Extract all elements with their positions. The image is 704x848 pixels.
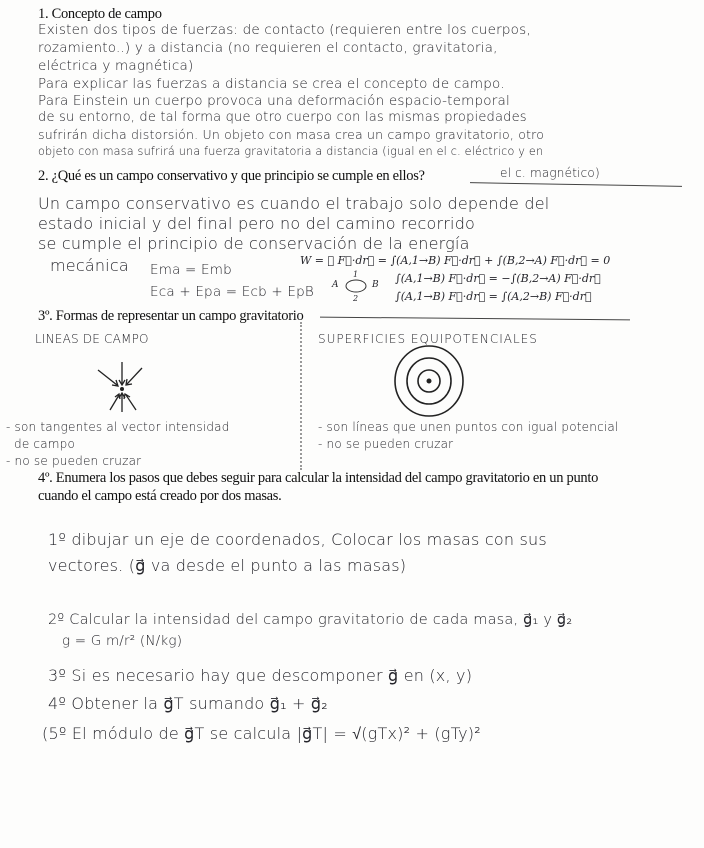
answer2-line: se cumple el principio de conservación de la energía	[38, 234, 470, 253]
step-line: 4º Obtener la g⃗T sumando g⃗₁ + g⃗₂	[48, 694, 328, 713]
field-lines-point: - no se pueden cruzar	[6, 454, 142, 468]
work-formula: W = ∮ F⃗·dr⃗ = ∫(A,1→B) F⃗·dr⃗ + ∫(B,2→A) F⃗·dr⃗ = 0	[300, 254, 611, 267]
answer1-line: rozamiento..) y a distancia (no requieren el contacto, gravitatoria,	[38, 40, 498, 56]
field-lines-arrows-icon	[90, 360, 160, 420]
energy-equation: Eca + Epa = Ecb + EpB	[150, 284, 314, 300]
closed-path-diagram-icon	[338, 276, 374, 296]
answer1-line: el c. magnético)	[500, 166, 600, 180]
step-line: 1º dibujar un eje de coordenados, Colocar los masas con sus	[48, 530, 547, 549]
section3-title: 3º. Formas de representar un campo gravitatorio	[38, 308, 304, 324]
equipotential-heading: SUPERFICIES EQUIPOTENCIALES	[318, 332, 538, 346]
path-label: 2	[353, 294, 359, 303]
answer2-line: Un campo conservativo es cuando el trabajo solo depende del	[38, 194, 550, 213]
field-lines-point: de campo	[14, 437, 76, 451]
answer1-line: sufrirán dicha distorsión. Un objeto con masa crea un campo gravitatorio, otro	[38, 127, 545, 142]
answer2-line: estado inicial y del final pero no del camino recorrido	[38, 214, 476, 233]
section4-title: cuando el campo está creado por dos masas.	[38, 488, 282, 504]
work-formula: ∫(A,1→B) F⃗·dr⃗ = ∫(A,2→B) F⃗·dr⃗	[395, 290, 592, 303]
work-formula: ∫(A,1→B) F⃗·dr⃗ = −∫(B,2→A) F⃗·dr⃗	[395, 272, 601, 285]
column-divider	[300, 322, 302, 470]
answer1-line: de su entorno, de tal forma que otro cuerpo con las mismas propiedades	[38, 110, 527, 125]
step-line: vectores. (g⃗ va desde el punto a las masas)	[48, 556, 407, 575]
answer1-line: Para explicar las fuerzas a distancia se crea el concepto de campo.	[38, 76, 505, 92]
step-line: 3º Si es necesario hay que descomponer g⃗ en (x, y)	[48, 666, 473, 685]
equipotential-circles-icon	[385, 342, 475, 418]
field-lines-heading: LINEAS DE CAMPO	[35, 332, 149, 346]
answer1-line: Existen dos tipos de fuerzas: de contacto (requieren entre los cuerpos,	[38, 22, 531, 38]
equipotential-point: - son líneas que unen puntos con igual potencial	[318, 420, 619, 434]
divider	[470, 182, 682, 187]
field-lines-point: - son tangentes al vector intensidad	[6, 420, 230, 434]
step-line: g = G m/r² (N/kg)	[62, 633, 183, 649]
section4-title: 4º. Enumera los pasos que debes seguir para calcular la intensidad del campo gravitatorio en un punto	[38, 470, 599, 486]
step-line: (5º El módulo de g⃗T se calcula |g⃗T| = √(gTx)² + (gTy)²	[42, 724, 481, 743]
path-label: B	[372, 280, 379, 290]
section2-title: 2. ¿Qué es un campo conservativo y que principio se cumple en ellos?	[38, 168, 425, 184]
section1-title: 1. Concepto de campo	[38, 6, 162, 22]
answer1-line: Para Einstein un cuerpo provoca una deformación espacio-temporal	[38, 93, 510, 109]
step-line: 2º Calcular la intensidad del campo gravitatorio de cada masa, g⃗₁ y g⃗₂	[48, 612, 573, 628]
divider	[320, 317, 630, 321]
answer1-line: eléctrica y magnética)	[38, 58, 194, 74]
path-label: 1	[353, 270, 359, 279]
answer2-line: mecánica	[50, 256, 129, 275]
energy-equation: Ema = Emb	[150, 262, 232, 278]
equipotential-point: - no se pueden cruzar	[318, 437, 454, 451]
path-label: A	[332, 280, 339, 290]
answer1-line: objeto con masa sufrirá una fuerza gravitatoria a distancia (igual en el c. eléctrico y en	[38, 145, 544, 158]
